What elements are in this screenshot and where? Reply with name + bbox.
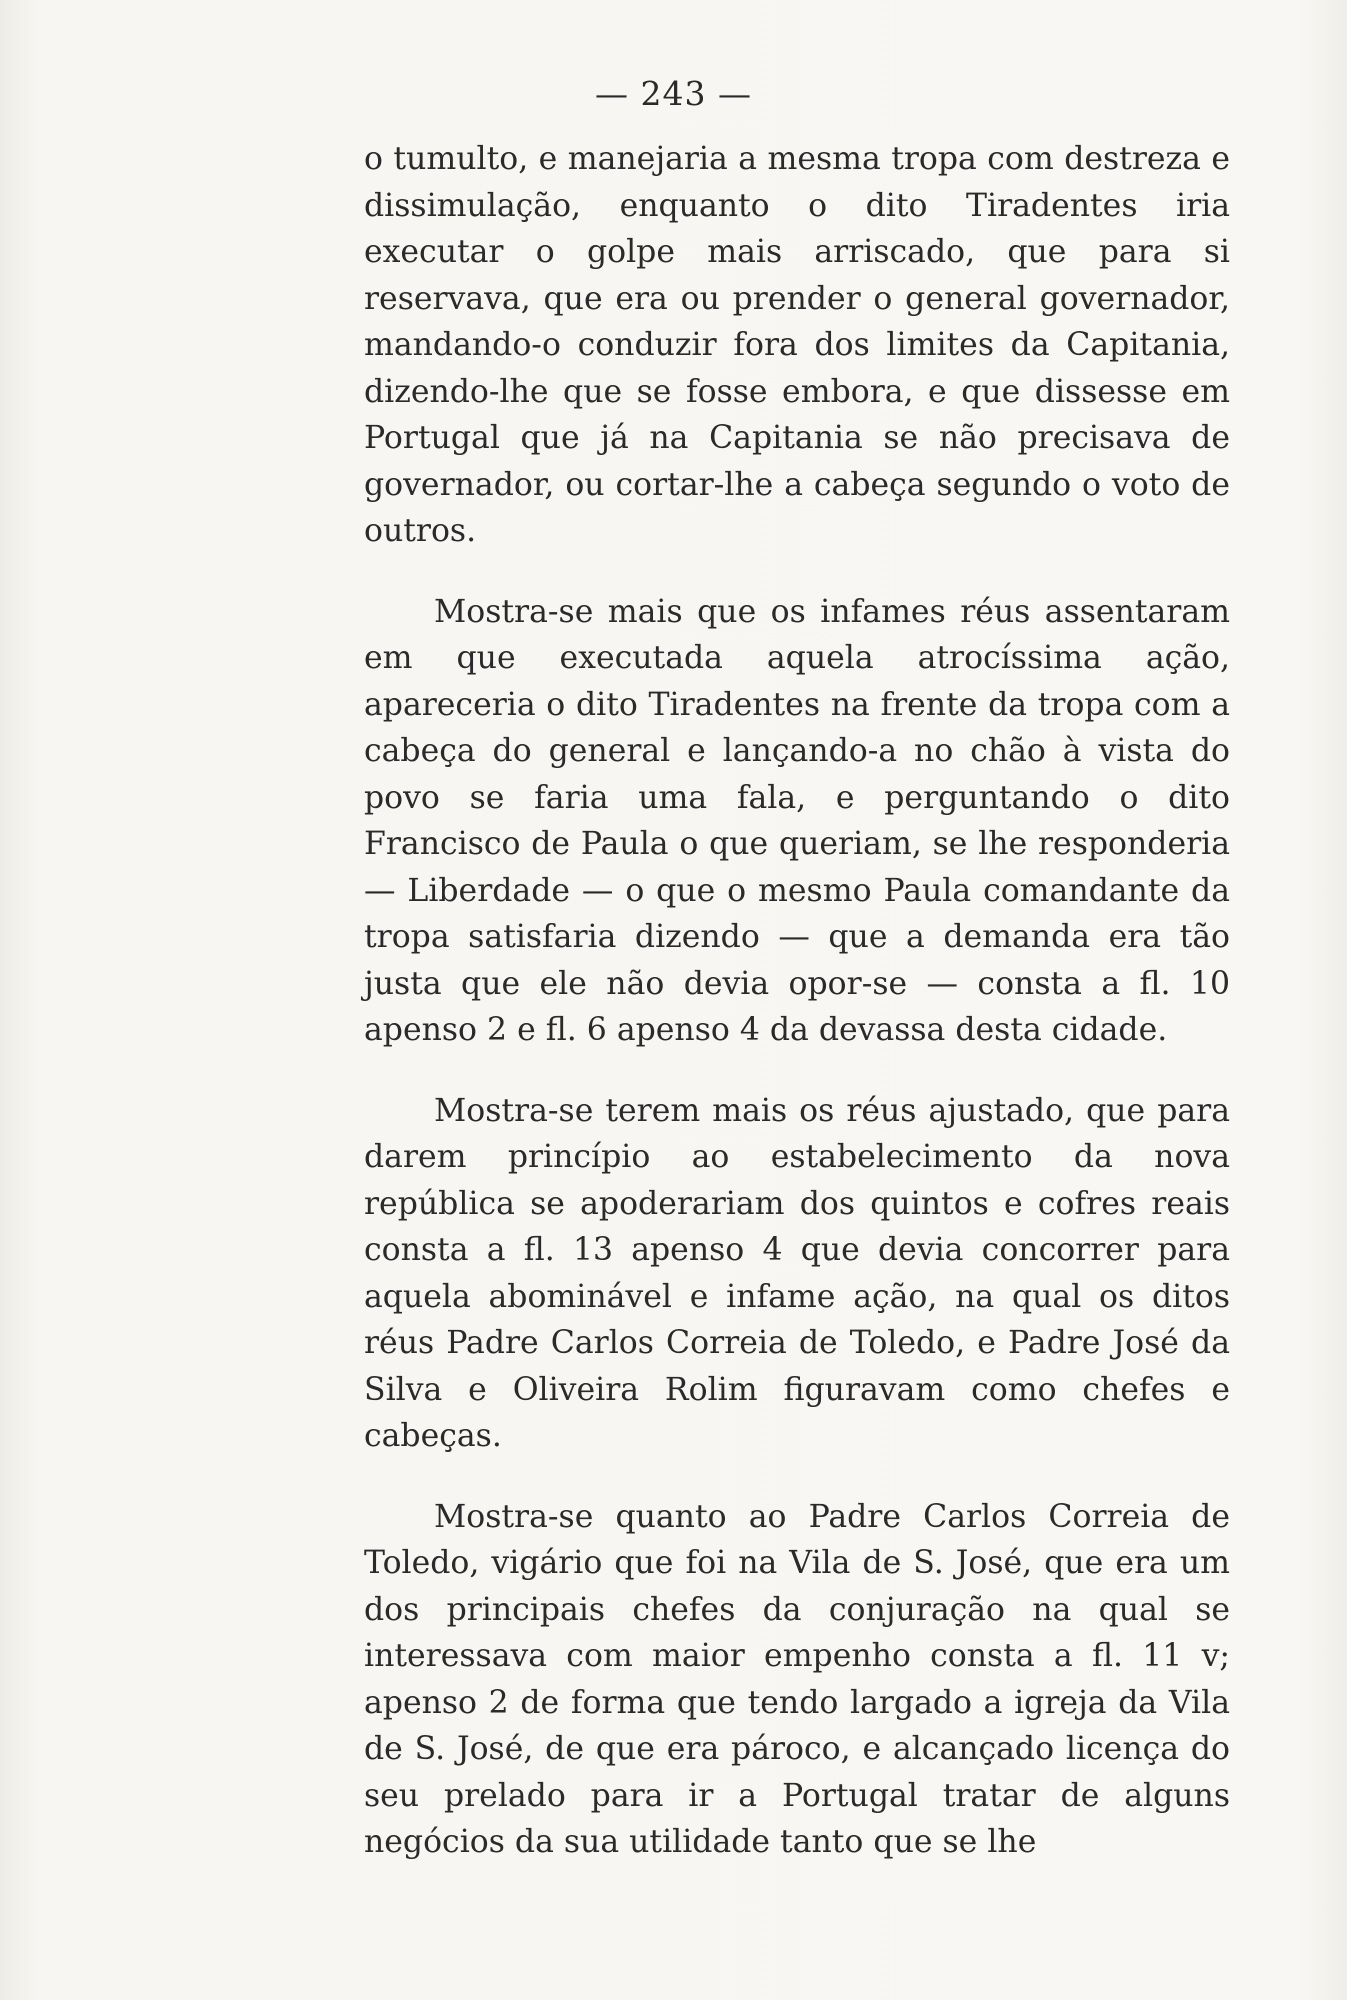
body-text [364,136,1230,1866]
paragraph-1: o tumulto, e manejaria a mesma tropa com destreza e dissimulação, enquanto o dito Tiradentes iria executar o golpe mais arriscado, que para si reservava, que era ou prender o general governador, mandando-o conduzir fora dos limites da Capitania, dizendo-lhe que se fosse embora, e que dissesse em Portugal que já na Capitania se não precisava de governador, ou cortar-lhe a cabeça segundo o voto de outros. [364,141,1230,549]
paragraph-2: Mostra-se mais que os infames réus assentaram em que executada aquela atrocíssima ação, apareceria o dito Tiradentes na frente da tropa com a cabeça do general e lançando-a no chão à vista do povo se faria uma fala, e perguntando o dito Francisco de Paula o que queriam, se lhe responderia — Liberdade — o que o mesmo Paula comandante da tropa satisfaria dizendo — que a demanda era tão justa que ele não devia opor-se — consta a fl. 10 apenso 2 e fl. 6 apenso 4 da devassa desta cidade. [364,593,1230,1048]
paragraph-3: Mostra-se terem mais os réus ajustado, que para darem princípio ao estabelecimento da nova república se apoderariam dos quintos e cofres reais consta a fl. 13 apenso 4 que devia concorrer para aquela abominável e infame ação, na qual os ditos réus Padre Carlos Correia de Toledo, e Padre José da Silva e Oliveira Rolim figuravam como chefes e cabeças. [364,1092,1230,1454]
paragraph-4: Mostra-se quanto ao Padre Carlos Correia de Toledo, vigário que foi na Vila de S. José, que era um dos principais chefes da conjuração na qual se interessava com maior empenho consta a fl. 11 v; apenso 2 de forma que tendo largado a igreja da Vila de S. José, de que era pároco, e alcançado licença do seu prelado para ir a Portugal tratar de alguns negócios da sua utilidade tanto que se lhe [364,1498,1230,1860]
page-number: — 243 — [595,74,752,113]
